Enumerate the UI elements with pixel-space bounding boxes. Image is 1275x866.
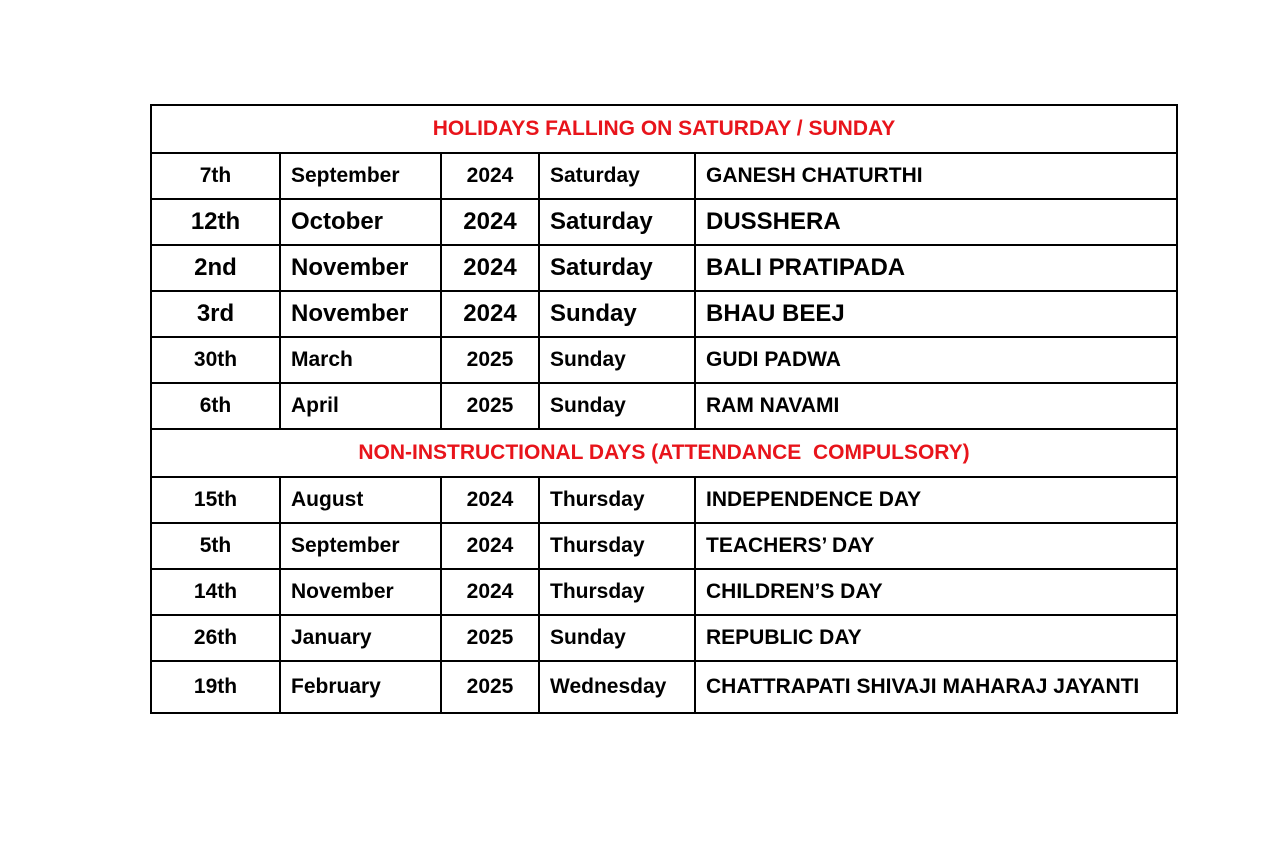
event-cell: BALI PRATIPADA	[695, 245, 1177, 291]
day-cell: 6th	[151, 383, 280, 429]
table-row	[151, 477, 1177, 523]
table-row	[151, 523, 1177, 569]
table-row	[151, 383, 1177, 429]
weekday-cell: Thursday	[539, 477, 695, 523]
event-cell: GANESH CHATURTHI	[695, 153, 1177, 199]
weekday-cell: Sunday	[539, 337, 695, 383]
table-row	[151, 337, 1177, 383]
day-cell: 7th	[151, 153, 280, 199]
year-cell: 2024	[441, 153, 539, 199]
weekday-cell: Saturday	[539, 153, 695, 199]
section-heading: HOLIDAYS FALLING ON SATURDAY / SUNDAY	[151, 105, 1177, 153]
table-row	[151, 199, 1177, 245]
year-cell: 2024	[441, 199, 539, 245]
year-cell: 2025	[441, 383, 539, 429]
weekday-cell: Thursday	[539, 569, 695, 615]
weekday-cell: Saturday	[539, 199, 695, 245]
day-cell: 30th	[151, 337, 280, 383]
day-cell: 14th	[151, 569, 280, 615]
weekday-cell: Thursday	[539, 523, 695, 569]
month-cell: November	[280, 291, 441, 337]
month-cell: November	[280, 569, 441, 615]
section-heading-row	[151, 105, 1177, 153]
month-cell: September	[280, 523, 441, 569]
day-cell: 3rd	[151, 291, 280, 337]
year-cell: 2025	[441, 661, 539, 713]
event-cell: RAM NAVAMI	[695, 383, 1177, 429]
section-heading-row	[151, 429, 1177, 477]
year-cell: 2024	[441, 245, 539, 291]
weekday-cell: Sunday	[539, 383, 695, 429]
month-cell: November	[280, 245, 441, 291]
weekday-cell: Saturday	[539, 245, 695, 291]
table-row	[151, 615, 1177, 661]
day-cell: 19th	[151, 661, 280, 713]
day-cell: 12th	[151, 199, 280, 245]
table-row	[151, 245, 1177, 291]
event-cell: CHILDREN’S DAY	[695, 569, 1177, 615]
table-row	[151, 153, 1177, 199]
event-cell: DUSSHERA	[695, 199, 1177, 245]
month-cell: October	[280, 199, 441, 245]
month-cell: March	[280, 337, 441, 383]
event-cell: TEACHERS’ DAY	[695, 523, 1177, 569]
day-cell: 26th	[151, 615, 280, 661]
month-cell: January	[280, 615, 441, 661]
month-cell: September	[280, 153, 441, 199]
weekday-cell: Sunday	[539, 291, 695, 337]
event-cell: GUDI PADWA	[695, 337, 1177, 383]
event-cell: CHATTRAPATI SHIVAJI MAHARAJ JAYANTI	[695, 661, 1177, 713]
weekday-cell: Sunday	[539, 615, 695, 661]
year-cell: 2024	[441, 569, 539, 615]
event-cell: BHAU BEEJ	[695, 291, 1177, 337]
table-row	[151, 291, 1177, 337]
holiday-table	[150, 104, 1178, 714]
table-row	[151, 661, 1177, 713]
year-cell: 2024	[441, 477, 539, 523]
month-cell: August	[280, 477, 441, 523]
table-row	[151, 569, 1177, 615]
event-cell: INDEPENDENCE DAY	[695, 477, 1177, 523]
month-cell: February	[280, 661, 441, 713]
event-cell: REPUBLIC DAY	[695, 615, 1177, 661]
day-cell: 15th	[151, 477, 280, 523]
year-cell: 2024	[441, 523, 539, 569]
weekday-cell: Wednesday	[539, 661, 695, 713]
year-cell: 2025	[441, 337, 539, 383]
section-heading: NON-INSTRUCTIONAL DAYS (ATTENDANCE COMPULSORY)	[151, 429, 1177, 477]
month-cell: April	[280, 383, 441, 429]
day-cell: 2nd	[151, 245, 280, 291]
year-cell: 2024	[441, 291, 539, 337]
year-cell: 2025	[441, 615, 539, 661]
day-cell: 5th	[151, 523, 280, 569]
